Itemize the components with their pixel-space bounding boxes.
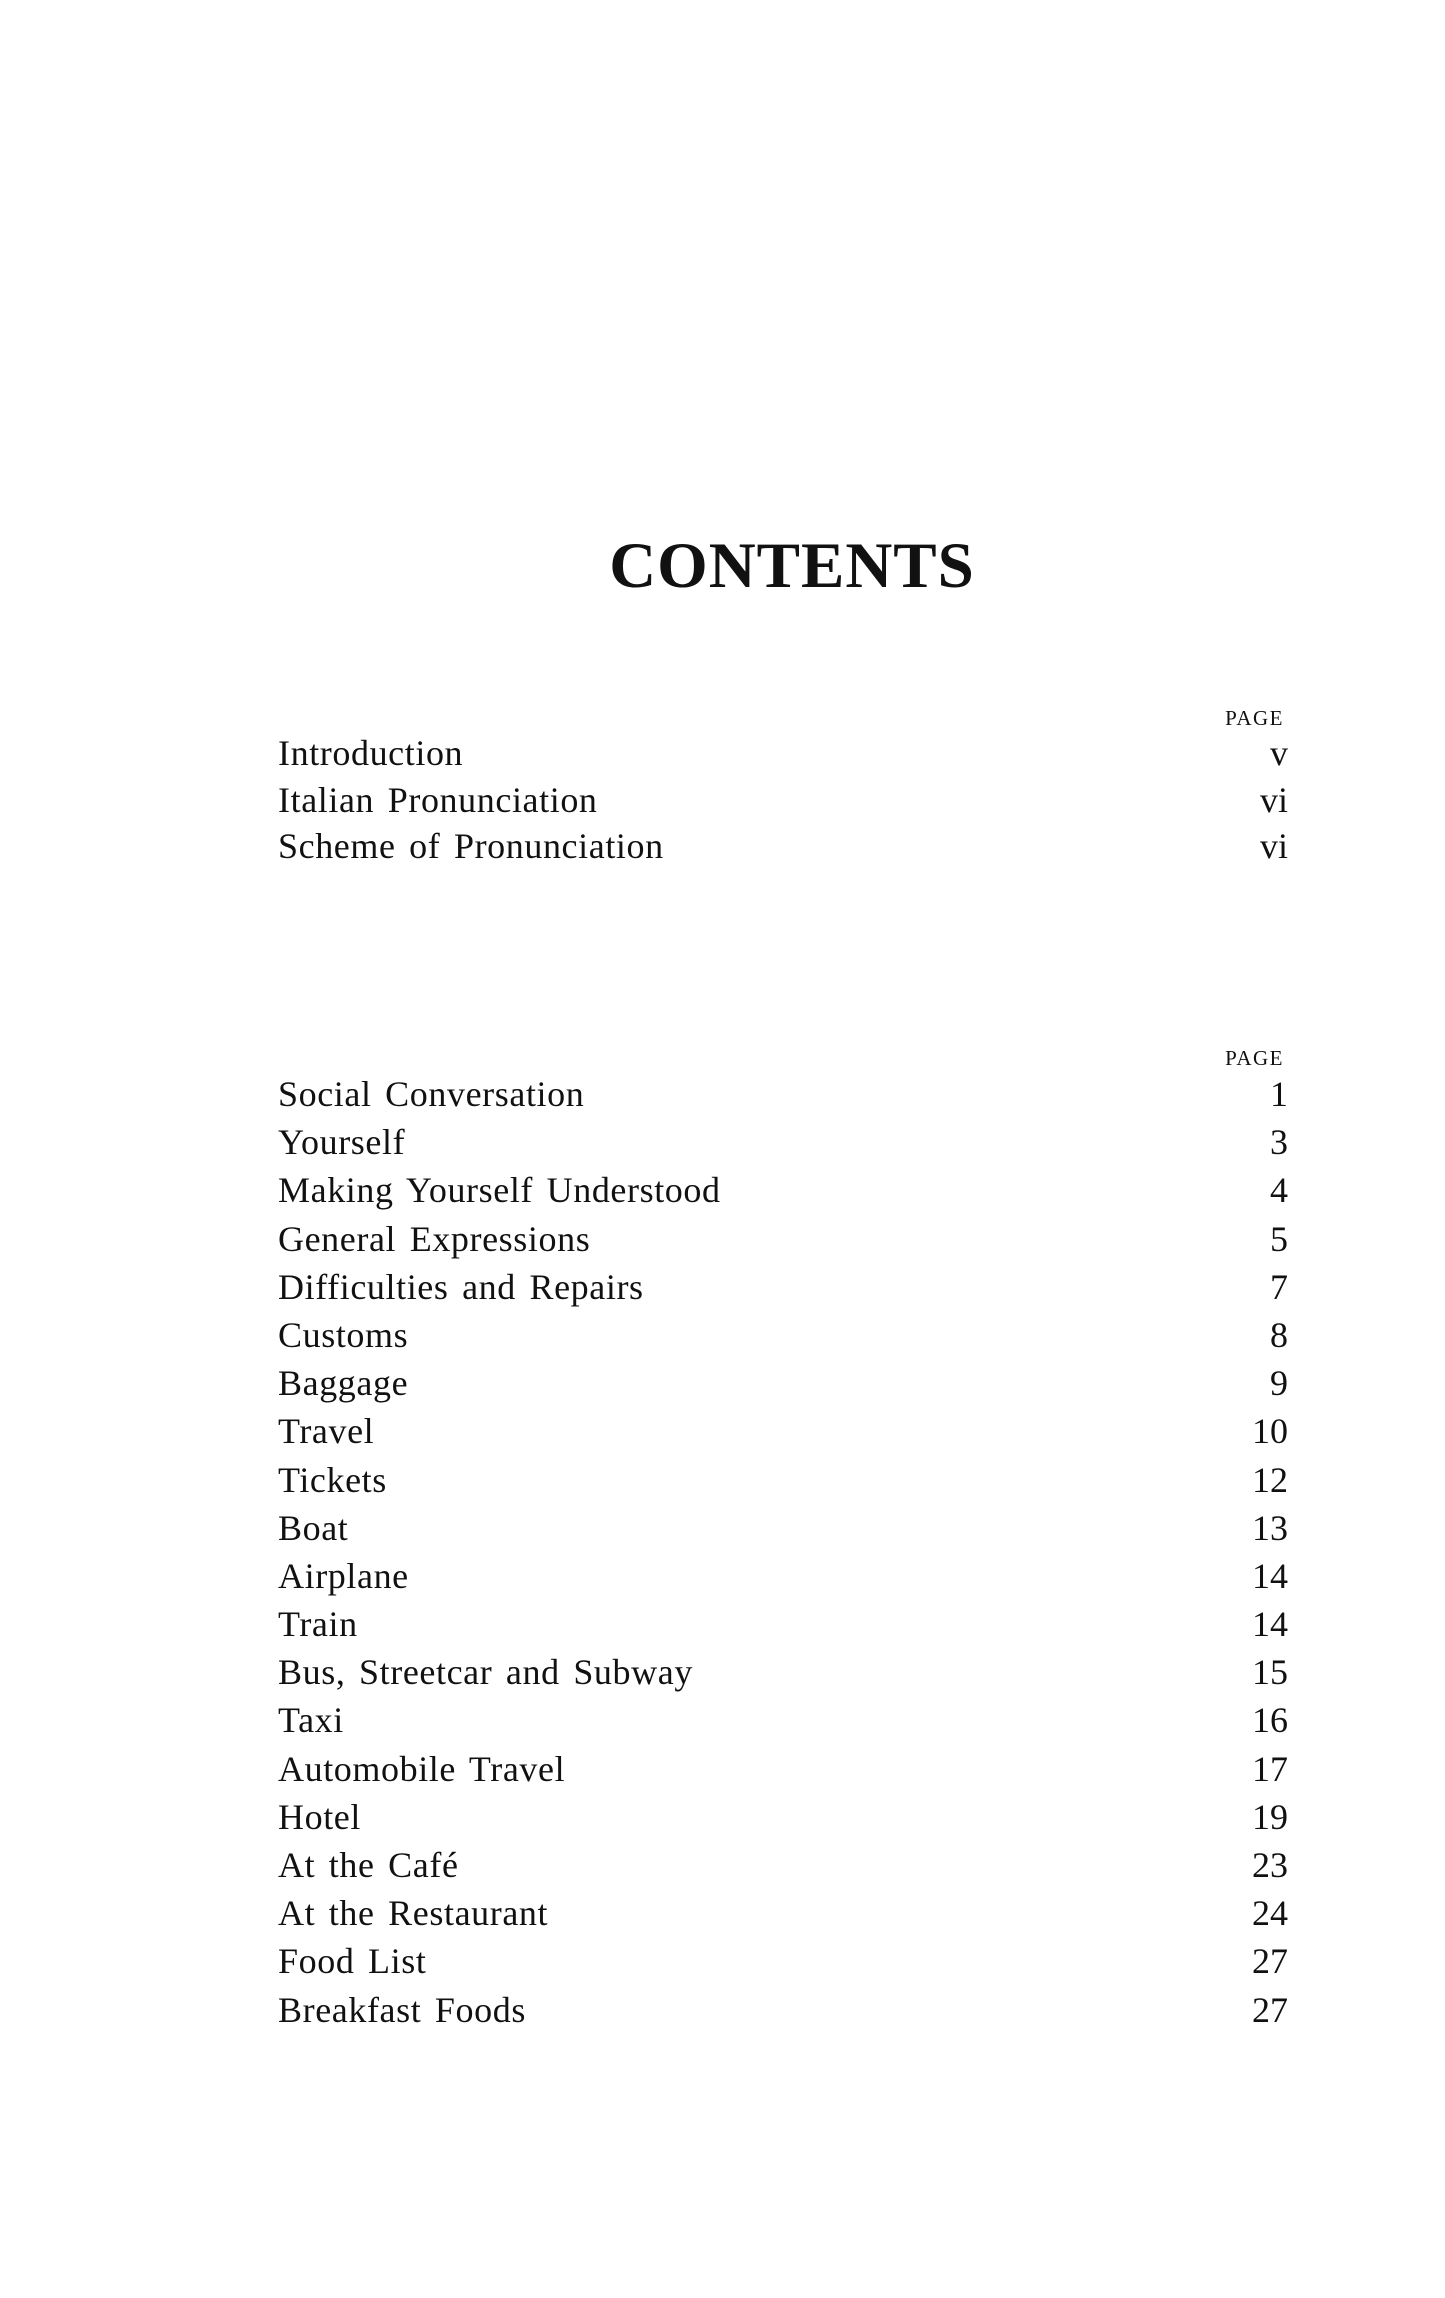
toc-entry-page: 13 xyxy=(1252,1507,1288,1548)
toc-entry-page: 3 xyxy=(1270,1122,1288,1163)
toc-entry xyxy=(278,1793,1288,1841)
toc-entry xyxy=(278,1166,1288,1214)
toc-entry-page: 17 xyxy=(1252,1748,1288,1789)
toc-entry xyxy=(278,1937,1288,1985)
toc-entry-title: Boat xyxy=(278,1507,349,1548)
toc-entry xyxy=(278,1407,1288,1455)
toc-entry-title: Difficulties and Repairs xyxy=(278,1266,644,1307)
toc-entry xyxy=(278,1456,1288,1504)
page-column-label: PAGE xyxy=(1225,1046,1284,1070)
toc-entry-title: Bus, Streetcar and Subway xyxy=(278,1652,693,1693)
toc-entry-title: Social Conversation xyxy=(278,1074,585,1114)
toc-entry xyxy=(278,1696,1288,1744)
toc-entry xyxy=(278,1600,1288,1648)
toc-entry xyxy=(278,1986,1288,2034)
toc-entry-title: Baggage xyxy=(278,1363,409,1404)
toc-entry-page: 14 xyxy=(1252,1604,1288,1645)
toc-entry-title: Train xyxy=(278,1604,358,1645)
toc-entry xyxy=(278,1745,1288,1793)
toc-entry-page: 8 xyxy=(1270,1314,1288,1355)
toc-entry xyxy=(278,1215,1288,1263)
toc-entry-page: 14 xyxy=(1252,1555,1288,1596)
front-matter-section xyxy=(278,706,1288,870)
toc-entry-title: Italian Pronunciation xyxy=(278,779,598,820)
toc-entry xyxy=(278,1263,1288,1311)
toc-entry xyxy=(278,1889,1288,1937)
toc-entry-page: 24 xyxy=(1252,1893,1288,1934)
toc-entry-title: Hotel xyxy=(278,1796,361,1837)
toc-entry xyxy=(278,777,1288,824)
toc-entry-title: Scheme of Pronunciation xyxy=(278,826,664,867)
toc-entry xyxy=(278,823,1288,870)
toc-entry-title: Automobile Travel xyxy=(278,1748,566,1789)
toc-entry-title: At the Café xyxy=(278,1845,459,1885)
toc-entry-title: Customs xyxy=(278,1314,409,1355)
toc-entry-page: 5 xyxy=(1270,1218,1288,1259)
toc-entry-title: Breakfast Foods xyxy=(278,1989,526,2030)
toc-entry xyxy=(278,1359,1288,1407)
toc-entry-page: v xyxy=(1270,733,1288,773)
toc-entry-title: Airplane xyxy=(278,1555,409,1596)
toc-entry-title: Tickets xyxy=(278,1459,387,1500)
toc-entry-title: Yourself xyxy=(278,1122,406,1163)
toc-entry-title: Making Yourself Understood xyxy=(278,1170,721,1211)
front-matter-list xyxy=(278,730,1288,870)
toc-entry-page: vi xyxy=(1259,779,1288,820)
toc-entry-page: 15 xyxy=(1252,1652,1288,1693)
toc-entry-page: vi xyxy=(1259,826,1288,867)
toc-entry xyxy=(278,1841,1288,1889)
page-title: CONTENTS xyxy=(609,530,975,602)
toc-entry xyxy=(278,1118,1288,1166)
toc-entry xyxy=(278,1311,1288,1359)
toc-entry xyxy=(278,730,1288,777)
toc-entry-page: 4 xyxy=(1270,1170,1288,1211)
toc-entry xyxy=(278,1552,1288,1600)
toc-entry-page: 7 xyxy=(1270,1266,1288,1307)
toc-entry-page: 27 xyxy=(1252,1989,1288,2030)
toc-entry-page: 1 xyxy=(1270,1074,1288,1114)
toc-entry-title: Food List xyxy=(278,1941,427,1982)
page-column-label: PAGE xyxy=(1225,706,1284,730)
toc-entry-page: 16 xyxy=(1252,1700,1288,1741)
toc-entry-title: Introduction xyxy=(278,733,464,773)
toc-entry-title: At the Restaurant xyxy=(278,1893,549,1934)
toc-entry xyxy=(278,1070,1288,1118)
toc-entry xyxy=(278,1504,1288,1552)
toc-entry-title: General Expressions xyxy=(278,1218,591,1259)
toc-entry-page: 23 xyxy=(1252,1845,1288,1885)
main-contents-section xyxy=(278,1046,1288,2034)
toc-entry-page: 9 xyxy=(1270,1363,1288,1404)
toc-entry-page: 19 xyxy=(1252,1796,1288,1837)
toc-entry-page: 12 xyxy=(1252,1459,1288,1500)
toc-entry-title: Taxi xyxy=(278,1700,344,1741)
main-contents-list xyxy=(278,1070,1288,2034)
toc-entry-page: 27 xyxy=(1252,1941,1288,1982)
toc-entry-page: 10 xyxy=(1252,1411,1288,1452)
toc-entry xyxy=(278,1648,1288,1696)
toc-entry-title: Travel xyxy=(278,1411,375,1452)
